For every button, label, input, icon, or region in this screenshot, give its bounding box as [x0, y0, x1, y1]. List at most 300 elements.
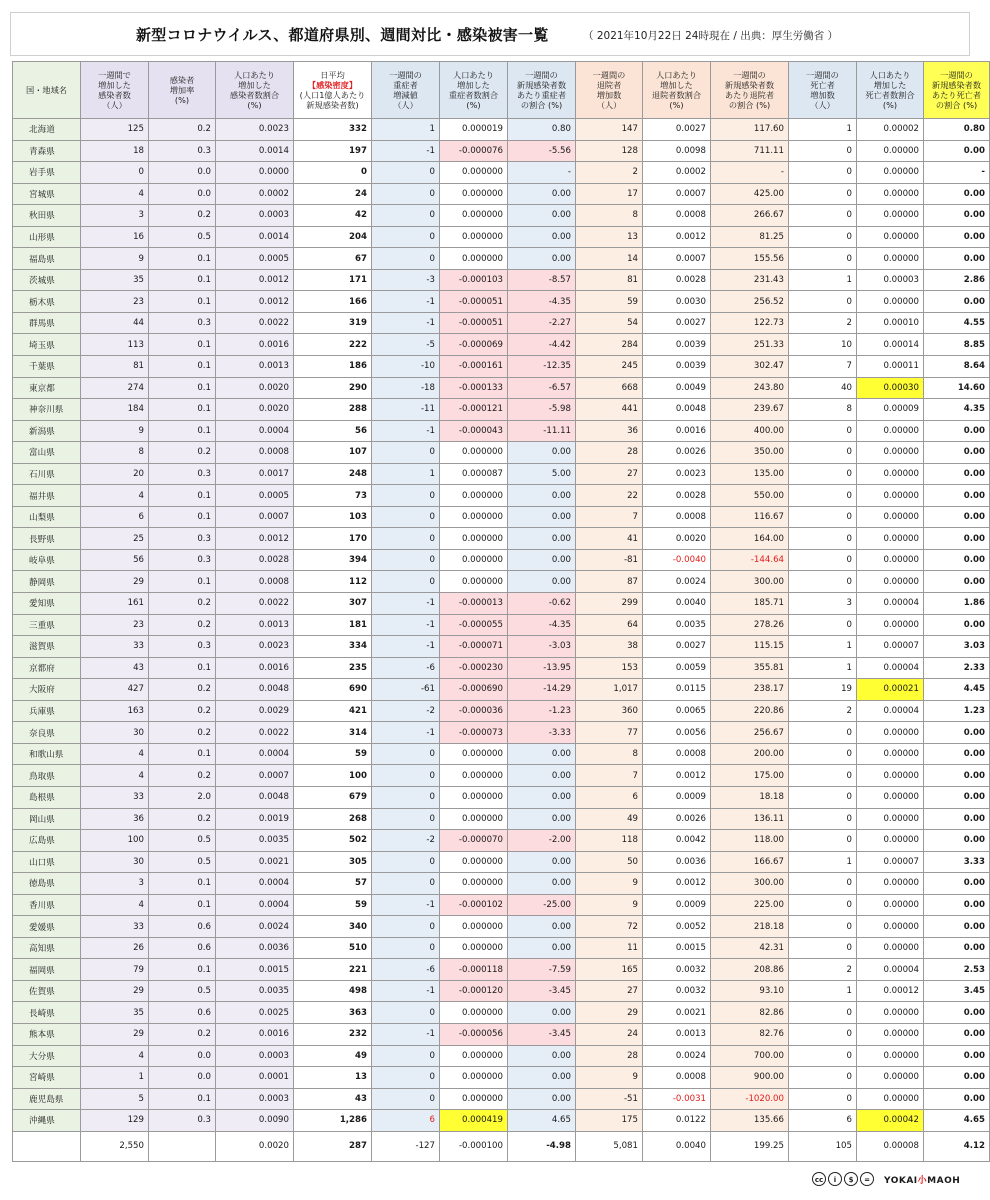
- table-cell: 268: [294, 808, 372, 830]
- table-cell: 9: [576, 1067, 643, 1089]
- table-cell: 19: [789, 679, 857, 701]
- table-cell: 4: [81, 485, 149, 507]
- table-cell: 0.00: [924, 808, 990, 830]
- table-cell: 3: [789, 593, 857, 615]
- table-cell: -3.33: [508, 722, 576, 744]
- table-cell: 0.1: [149, 334, 216, 356]
- table-cell: 0.00: [924, 873, 990, 895]
- table-cell: 164.00: [711, 528, 789, 550]
- table-cell: 73: [294, 485, 372, 507]
- table-cell: -6.57: [508, 377, 576, 399]
- table-cell: 0: [372, 549, 440, 571]
- table-cell: 5: [81, 1088, 149, 1110]
- header-line: (%): [669, 100, 684, 110]
- table-cell: 0: [789, 830, 857, 852]
- table-cell: 0: [789, 226, 857, 248]
- table-cell: 239.67: [711, 399, 789, 421]
- table-cell: 0.00: [924, 183, 990, 205]
- header-line: (%): [174, 95, 190, 105]
- table-cell: 256.52: [711, 291, 789, 313]
- table-row: [13, 808, 990, 830]
- table-cell: 0.00: [924, 614, 990, 636]
- table-cell: 0: [789, 291, 857, 313]
- table-row: [13, 700, 990, 722]
- table-cell: 0.2: [149, 679, 216, 701]
- table-cell: 284: [576, 334, 643, 356]
- table-cell: 0.5: [149, 226, 216, 248]
- table-cell: 0.00000: [857, 226, 924, 248]
- table-cell: -0.0031: [643, 1088, 711, 1110]
- column-header-9: [643, 62, 711, 119]
- credits: [812, 1170, 962, 1190]
- prefecture-name: 静岡県: [13, 571, 81, 593]
- table-cell: -25.00: [508, 894, 576, 916]
- table-row: [13, 571, 990, 593]
- table-cell: 0.3: [149, 636, 216, 658]
- table-cell: 350.00: [711, 442, 789, 464]
- table-cell: 0.0025: [216, 1002, 294, 1024]
- total-cell: 287: [294, 1131, 372, 1161]
- prefecture-name: 愛知県: [13, 593, 81, 615]
- table-cell: 0.00: [508, 786, 576, 808]
- column-header-0: [13, 62, 81, 119]
- table-cell: 0.0004: [216, 873, 294, 895]
- table-cell: -14.29: [508, 679, 576, 701]
- table-cell: 27: [576, 463, 643, 485]
- table-cell: 0.00: [924, 205, 990, 227]
- nd-icon: =: [860, 1172, 874, 1186]
- prefecture-name: 岡山県: [13, 808, 81, 830]
- table-cell: 0: [789, 894, 857, 916]
- table-cell: -1: [372, 614, 440, 636]
- table-cell: 0.00: [924, 830, 990, 852]
- table-cell: -0.000073: [440, 722, 508, 744]
- table-cell: 0.2: [149, 765, 216, 787]
- table-cell: 0.0020: [643, 528, 711, 550]
- header-line: 一週間の: [525, 70, 558, 80]
- header-line: 一週間で: [98, 70, 131, 80]
- table-cell: 0.000000: [440, 1088, 508, 1110]
- header-line: 増加した: [457, 80, 490, 90]
- table-cell: 0.0013: [216, 614, 294, 636]
- table-cell: 40: [789, 377, 857, 399]
- table-cell: -3.45: [508, 980, 576, 1002]
- table-cell: 0: [372, 1002, 440, 1024]
- table-cell: -: [924, 162, 990, 184]
- table-cell: 100: [81, 830, 149, 852]
- header-line: の割合 (%): [520, 100, 563, 110]
- table-cell: 290: [294, 377, 372, 399]
- table-cell: 0.2: [149, 205, 216, 227]
- table-cell: -144.64: [711, 549, 789, 571]
- table-cell: 0.00: [508, 916, 576, 938]
- header-line: 一週間の: [592, 70, 626, 80]
- table-cell: 1: [789, 657, 857, 679]
- table-body: [13, 119, 990, 1162]
- table-cell: 0.000000: [440, 485, 508, 507]
- table-cell: 0: [789, 937, 857, 959]
- table-cell: 332: [294, 119, 372, 141]
- table-cell: 29: [81, 1023, 149, 1045]
- table-cell: 0.00: [924, 1045, 990, 1067]
- table-cell: 4: [81, 743, 149, 765]
- table-row: [13, 614, 990, 636]
- header-line: 死亡者数割合: [865, 90, 915, 100]
- table-cell: 0.00000: [857, 1067, 924, 1089]
- table-cell: 0.0020: [216, 377, 294, 399]
- table-cell: 0.6: [149, 916, 216, 938]
- header-line: 一週間の: [940, 70, 973, 80]
- table-cell: 251.33: [711, 334, 789, 356]
- table-cell: 33: [81, 916, 149, 938]
- table-cell: 54: [576, 312, 643, 334]
- table-cell: 0: [372, 1045, 440, 1067]
- column-header-13: [924, 62, 990, 119]
- table-cell: 0.0022: [216, 312, 294, 334]
- table-cell: 2.33: [924, 657, 990, 679]
- table-cell: 441: [576, 399, 643, 421]
- table-cell: -1020.00: [711, 1088, 789, 1110]
- prefecture-name: 石川県: [13, 463, 81, 485]
- table-cell: 2: [576, 162, 643, 184]
- table-cell: 0.0035: [216, 980, 294, 1002]
- table-cell: 3.33: [924, 851, 990, 873]
- table-cell: 0: [81, 162, 149, 184]
- table-cell: 0.0007: [216, 765, 294, 787]
- table-cell: 125: [81, 119, 149, 141]
- column-header-6: [440, 62, 508, 119]
- table-cell: 0.00000: [857, 162, 924, 184]
- table-cell: 0.000000: [440, 571, 508, 593]
- table-cell: 27: [576, 980, 643, 1002]
- table-row: [13, 636, 990, 658]
- table-cell: 0.0027: [643, 636, 711, 658]
- table-cell: 360: [576, 700, 643, 722]
- table-cell: 0: [789, 873, 857, 895]
- table-cell: 0.5: [149, 980, 216, 1002]
- table-cell: 0: [372, 786, 440, 808]
- prefecture-name: 兵庫県: [13, 700, 81, 722]
- table-cell: 4.65: [508, 1110, 576, 1132]
- page-title: 新型コロナウイルス、都道府県別、週間対比・感染被害一覧: [136, 26, 549, 44]
- table-row: [13, 1088, 990, 1110]
- table-cell: 0.0098: [643, 140, 711, 162]
- table-cell: 33: [81, 636, 149, 658]
- table-cell: -0.000161: [440, 356, 508, 378]
- table-cell: 0.1: [149, 248, 216, 270]
- table-cell: 208.86: [711, 959, 789, 981]
- table-cell: 0.00000: [857, 420, 924, 442]
- table-cell: 0.000000: [440, 1067, 508, 1089]
- table-cell: 4: [81, 894, 149, 916]
- table-cell: -61: [372, 679, 440, 701]
- table-cell: -11: [372, 399, 440, 421]
- table-cell: 0.00: [508, 1088, 576, 1110]
- table-cell: 82.76: [711, 1023, 789, 1045]
- table-cell: -0.000121: [440, 399, 508, 421]
- table-cell: 900.00: [711, 1067, 789, 1089]
- table-cell: 0: [789, 808, 857, 830]
- table-cell: 0.0: [149, 183, 216, 205]
- table-cell: 0.00: [924, 291, 990, 313]
- table-cell: 0.0015: [643, 937, 711, 959]
- table-cell: 13: [576, 226, 643, 248]
- table-cell: -1.23: [508, 700, 576, 722]
- table-cell: 0.000000: [440, 743, 508, 765]
- table-cell: 0.0027: [643, 119, 711, 141]
- table-cell: 0: [372, 808, 440, 830]
- table-cell: 0.00: [924, 248, 990, 270]
- table-cell: 0.0012: [216, 528, 294, 550]
- table-cell: 0: [372, 506, 440, 528]
- table-cell: 136.11: [711, 808, 789, 830]
- table-cell: 0.0007: [216, 506, 294, 528]
- table-cell: 6: [81, 506, 149, 528]
- prefecture-name: 京都府: [13, 657, 81, 679]
- table-row: [13, 291, 990, 313]
- table-cell: 0.00000: [857, 463, 924, 485]
- table-row: [13, 334, 990, 356]
- table-cell: 0: [372, 765, 440, 787]
- table-cell: -3.03: [508, 636, 576, 658]
- table-cell: 87: [576, 571, 643, 593]
- table-cell: 0: [372, 442, 440, 464]
- table-cell: 0: [372, 937, 440, 959]
- table-cell: 0.0040: [643, 593, 711, 615]
- table-cell: 0.00000: [857, 183, 924, 205]
- table-cell: 0.0122: [643, 1110, 711, 1132]
- table-cell: 0.000000: [440, 549, 508, 571]
- table-cell: -1: [372, 312, 440, 334]
- table-cell: 8: [81, 442, 149, 464]
- table-cell: 300.00: [711, 873, 789, 895]
- table-cell: 0.2: [149, 808, 216, 830]
- table-cell: 0: [372, 485, 440, 507]
- total-cell: 105: [789, 1131, 857, 1161]
- table-cell: 0.0020: [216, 399, 294, 421]
- table-cell: 0.00014: [857, 334, 924, 356]
- total-cell: -4.98: [508, 1131, 576, 1161]
- table-cell: 0.0028: [643, 269, 711, 291]
- table-cell: 0.00: [924, 463, 990, 485]
- table-cell: 0.0016: [216, 1023, 294, 1045]
- table-cell: 1.86: [924, 593, 990, 615]
- prefecture-name: 山口県: [13, 851, 81, 873]
- table-row: [13, 269, 990, 291]
- header-line: あたり死亡者: [931, 90, 982, 100]
- prefecture-name: 福島県: [13, 248, 81, 270]
- table-cell: 0.00: [924, 420, 990, 442]
- table-cell: 0.0001: [216, 1067, 294, 1089]
- table-cell: 0.1: [149, 377, 216, 399]
- table-cell: 44: [81, 312, 149, 334]
- total-cell: -0.000100: [440, 1131, 508, 1161]
- table-cell: 57: [294, 873, 372, 895]
- table-cell: 0.00: [924, 226, 990, 248]
- table-row: [13, 1067, 990, 1089]
- table-cell: -0.000051: [440, 312, 508, 334]
- table-row: [13, 873, 990, 895]
- table-cell: -0.000102: [440, 894, 508, 916]
- table-cell: 0.1: [149, 873, 216, 895]
- table-cell: 56: [294, 420, 372, 442]
- table-cell: 72: [576, 916, 643, 938]
- table-cell: 1: [372, 463, 440, 485]
- table-cell: 42.31: [711, 937, 789, 959]
- table-cell: 0.00: [508, 937, 576, 959]
- table-cell: 0.0016: [643, 420, 711, 442]
- table-cell: 0.0039: [643, 334, 711, 356]
- table-cell: 0.1: [149, 743, 216, 765]
- table-cell: 0: [789, 248, 857, 270]
- table-cell: -2.00: [508, 830, 576, 852]
- table-cell: 498: [294, 980, 372, 1002]
- prefecture-name: 青森県: [13, 140, 81, 162]
- table-cell: 0.0032: [643, 959, 711, 981]
- prefecture-name: 島根県: [13, 786, 81, 808]
- prefecture-name: 秋田県: [13, 205, 81, 227]
- table-cell: 1,286: [294, 1110, 372, 1132]
- table-row: [13, 1110, 990, 1132]
- table-cell: 0: [372, 205, 440, 227]
- table-cell: 0: [789, 722, 857, 744]
- table-cell: -1: [372, 420, 440, 442]
- table-cell: 28: [576, 1045, 643, 1067]
- table-cell: 510: [294, 937, 372, 959]
- table-cell: 6: [789, 1110, 857, 1132]
- table-cell: 14.60: [924, 377, 990, 399]
- table-cell: 502: [294, 830, 372, 852]
- table-cell: 0.000000: [440, 937, 508, 959]
- table-cell: 0.0008: [643, 506, 711, 528]
- table-cell: 43: [81, 657, 149, 679]
- table-cell: 0.1: [149, 399, 216, 421]
- header-line: 感染者数割合: [229, 90, 280, 100]
- table-cell: 0.0036: [216, 937, 294, 959]
- table-cell: 232: [294, 1023, 372, 1045]
- table-cell: 115.15: [711, 636, 789, 658]
- table-cell: -1: [372, 722, 440, 744]
- table-cell: 4.55: [924, 312, 990, 334]
- table-cell: 0.0035: [643, 614, 711, 636]
- table-cell: 165: [576, 959, 643, 981]
- table-cell: 1: [789, 636, 857, 658]
- table-cell: 0.3: [149, 1110, 216, 1132]
- table-cell: 0.0021: [643, 1002, 711, 1024]
- table-row: [13, 506, 990, 528]
- table-cell: 0.1: [149, 506, 216, 528]
- table-cell: 0.00021: [857, 679, 924, 701]
- table-cell: -0.000069: [440, 334, 508, 356]
- table-cell: 4: [81, 765, 149, 787]
- table-cell: 248: [294, 463, 372, 485]
- table-cell: 0.000087: [440, 463, 508, 485]
- prefecture-name: 高知県: [13, 937, 81, 959]
- table-cell: 0.0009: [643, 786, 711, 808]
- table-cell: 0.000000: [440, 786, 508, 808]
- header-row: [13, 62, 990, 119]
- table-cell: -1: [372, 636, 440, 658]
- total-cell: 4.12: [924, 1131, 990, 1161]
- table-cell: 0.00: [508, 1002, 576, 1024]
- table-cell: 0: [789, 162, 857, 184]
- table-cell: 1,017: [576, 679, 643, 701]
- table-cell: 218.18: [711, 916, 789, 938]
- header-line: 人口あたり: [234, 70, 275, 80]
- table-cell: 0: [789, 506, 857, 528]
- table-cell: 0.00000: [857, 830, 924, 852]
- table-cell: 0.00000: [857, 894, 924, 916]
- table-cell: 0.0039: [643, 356, 711, 378]
- table-cell: 0.000419: [440, 1110, 508, 1132]
- table-cell: 103: [294, 506, 372, 528]
- header-line: 新規感染者数: [931, 80, 982, 90]
- table-cell: -7.59: [508, 959, 576, 981]
- table-cell: 23: [81, 291, 149, 313]
- prefecture-name: 新潟県: [13, 420, 81, 442]
- table-cell: -5: [372, 334, 440, 356]
- table-cell: 0.00009: [857, 399, 924, 421]
- table-row: [13, 851, 990, 873]
- table-cell: 274: [81, 377, 149, 399]
- header-line: (%): [247, 100, 262, 110]
- table-cell: 116.67: [711, 506, 789, 528]
- table-row: [13, 593, 990, 615]
- table-cell: 7: [576, 765, 643, 787]
- table-cell: -: [508, 162, 576, 184]
- table-cell: 0.0049: [643, 377, 711, 399]
- table-cell: 0: [789, 1088, 857, 1110]
- table-cell: 0: [789, 549, 857, 571]
- table-cell: -3: [372, 269, 440, 291]
- table-cell: 0.0023: [643, 463, 711, 485]
- table-cell: 1.23: [924, 700, 990, 722]
- table-cell: 550.00: [711, 485, 789, 507]
- table-cell: 0.00012: [857, 980, 924, 1002]
- table-cell: 9: [576, 894, 643, 916]
- table-cell: 0.0012: [643, 873, 711, 895]
- table-cell: 163: [81, 700, 149, 722]
- table-row: [13, 248, 990, 270]
- header-line: 退院者数割合: [651, 90, 702, 100]
- table-cell: 243.80: [711, 377, 789, 399]
- header-line: 増加数: [810, 90, 835, 100]
- table-cell: 0.000000: [440, 205, 508, 227]
- prefecture-name: 愛媛県: [13, 916, 81, 938]
- table-cell: 0.1: [149, 291, 216, 313]
- table-cell: 0.000019: [440, 119, 508, 141]
- prefecture-name: 和歌山県: [13, 743, 81, 765]
- table-cell: 231.43: [711, 269, 789, 291]
- table-row: [13, 830, 990, 852]
- table-cell: 0.2: [149, 614, 216, 636]
- header-line: (%): [466, 100, 481, 110]
- table-cell: 112: [294, 571, 372, 593]
- table-cell: 700.00: [711, 1045, 789, 1067]
- table-cell: 170: [294, 528, 372, 550]
- table-cell: -0.000051: [440, 291, 508, 313]
- table-cell: 0.0013: [643, 1023, 711, 1045]
- table-cell: 26: [81, 937, 149, 959]
- table-cell: 30: [81, 851, 149, 873]
- table-cell: 0.0023: [216, 119, 294, 141]
- table-cell: 0.0000: [216, 162, 294, 184]
- table-row: [13, 1045, 990, 1067]
- table-cell: 0.000000: [440, 765, 508, 787]
- table-cell: 0: [372, 743, 440, 765]
- table-cell: 10: [789, 334, 857, 356]
- table-cell: 0.0007: [643, 183, 711, 205]
